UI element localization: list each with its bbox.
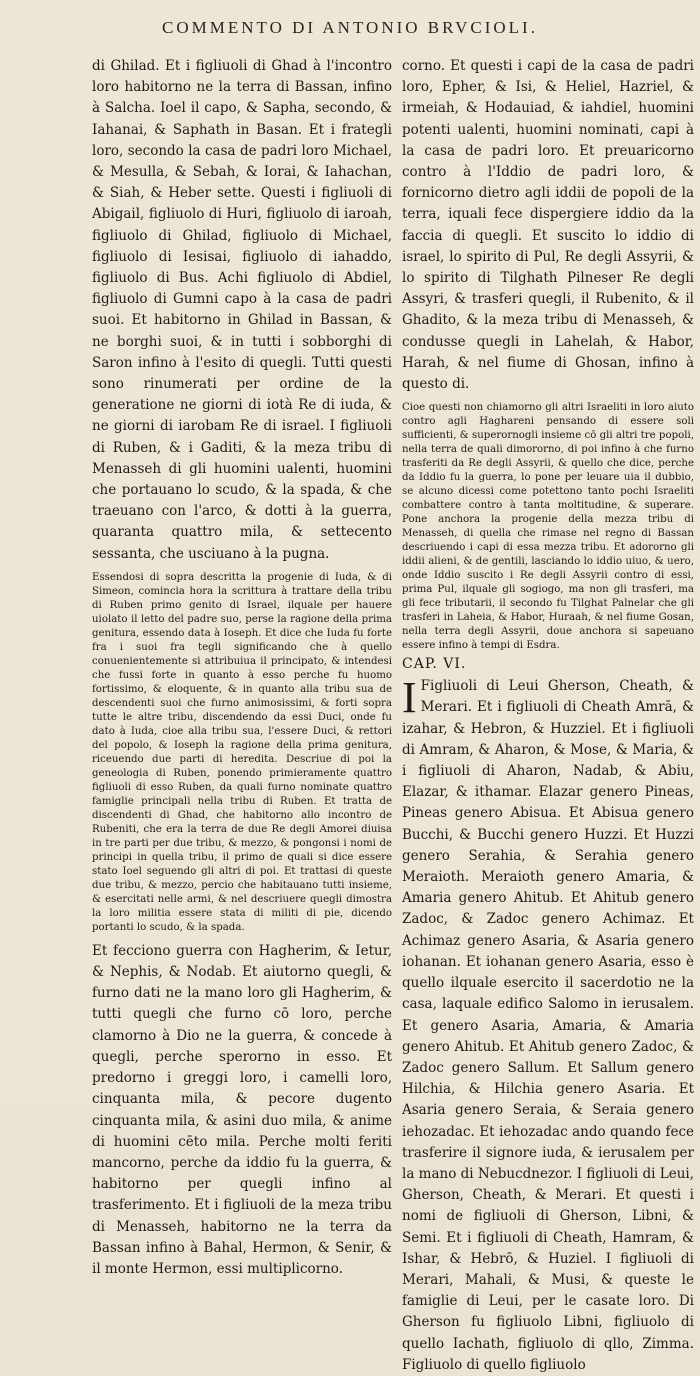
scripture-paragraph: di Ghilad. Et i figliuoli di Ghad à l'incontro loro habitorno ne la terra di Bassan, infino à Salcha. Ioel il capo, & Sapha, secondo, & Iahanai, & Saphath in Basan. Et i frategli loro, secondo la casa de padri loro Michael, & Mesulla, & Sebah, & Iorai, & Iahachan, & Siah, & Heber sette. Questi i figliuoli di Abigail, figliuolo di Huri, figliuolo di iaroah, figliuolo di Ghilad, figliuolo di Michael, figliuolo di Iesisai, figliuolo di iahaddo, figliuolo di Bus. Achi figliuolo di Abdiel, figliuolo di Gumni capo à la casa de padri suoi. Et habitorno in Ghilad in Bassan, & ne borghi suoi, & in tutti i sobborghi di Saron infino à l'esito di quegli. Tutti questi sono rinumerati per ordine de la generatione ne giorni di iotà Re di iuda, & ne giorni di iarobam Re di israel. I figliuoli di Ruben, & i Gaditi, & la meza tribu di Menasseh di gli huomini ualenti, huomini che portauano lo scudo, & la spada, & che traeuano con l'arco, & dotti à la guerra, quaranta quattro mila, & settecento sessanta, che usciuano à la pugna. (92, 58, 392, 562)
scripture-paragraph: Et fecciono guerra con Hagherim, & Ietur, & Nephis, & Nodab. Et aiutorno quegli, & furno dati ne la mano loro gli Hagherim, & tutti quegli che furno cō loro, perche clamorno à Dio ne la guerra, & concede à quegli, perche sperorno in esso. Et predorno i greggi loro, i camelli loro, cinquanta mila, & pecore dugento cinquanta mila, & asini duo mila, & anime di huomini cēto mila. Perche molti feriti mancorno, perche da iddio fu la guerra, & habitorno per quegli infino al trasferimento. Et i figliuoli de la meza tribu di Menasseh, habitorno ne la terra da Bassan infino à Bahal, Hermon, & Senir, & il monte Hermon, essi multiplicorno. (92, 942, 392, 1277)
chapter-text: Figliuoli di Leui Gherson, Cheath, & Merari. Et i figliuoli di Cheath Amrā, & izahar, & Hebron, & Huzziel. Et i figliuoli di Amram, & Aharon, & Mose, & Maria, & i figliuoli di Aharon, Nadab, & Abiu, Elazar, & ithamar. Elazar genero Pineas, Pineas genero Abisua. Et Abisua genero Bucchi, & Bucchi genero Huzzi. Et Huzzi genero Serahia, & Serahia genero Meraioth. Meraioth genero Amaria, & Amaria genero Ahitub. Et Ahitub genero Zadoc, & Zadoc genero Achimaz. Et Achimaz genero Asaria, & Asaria genero iohanan. Et iohanan genero Asaria, esso è quello ilquale esercito il sacerdotio ne la casa, laquale edifico Salomo in ierusalem. Et genero Asaria, Amaria, & Amaria genero Ahitub. Et Ahitub genero Zadoc, & Zadoc genero Sallum. Et Sallum genero Hilchia, & Hilchia genero Asaria. Et Asaria genero Seraia, & Seraia genero iehozadac. Et iehozadac ando quando fece trasferire il signore iuda, & ierusalem per la mano di Nebucdnezor. I figliuoli di Leui, Gherson, Cheath, & Merari. Et questi i nomi de figliuoli di Gherson, Libni, & Semi. Et i figliuoli di Cheath, Hamram, & Ishar, & Hebrō, & Huziel. I figliuoli di Merari, Mahali, & Musi, & queste le famiglie di Leui, per le casate loro. Di Gherson fu figliuolo Libni, figliuolo di quello Iachath, figliuolo di qllo, Zimma. Figliuolo di quello figliuolo (402, 678, 694, 1373)
commentary-paragraph: Cioe questi non chiamorno gli altri Israeliti in loro aiuto contro agli Haghareni pensando di essere soli sufficienti, & superornogli insieme cō gli altri tre popoli, nella terra de quali dimororno, di poi infino à che furno trasferiti da Re degli Assyrii, & quello che dice, perche da Iddio fu la guerra, lo pone per leuare uia il dubbio, se alcuno dicessi come potettono tanto pochi Israeliti combattere contro à tanta moltitudine, & superare. Pone anchora la progenie della mezza tribu di Menasseh, di quella che rimase nel regno di Bassan descriuendo i capi di essa mezza tribu. Et adororno gli iddii alieni, & de gentili, lasciando lo iddio uiuo, & uero, onde Iddio suscito i Re degli Assyrii contro di essi, prima Pul, ilquale gli sogiogo, ma non gli trasferi, ma gli fece tributarii, il secondo fu Tilghat Palnelar che gli trasferi in Laheia, & Habor, Huraah, & nel fiume Gosan, nella terra degli Assyrii, doue anchora si sapeuano essere infino à tempi di Esdra. (402, 402, 694, 652)
page-header: COMMENTO DI ANTONIO BRVCIOLI. (162, 18, 538, 37)
scripture-paragraph: corno. Et questi i capi de la casa de padri loro, Epher, & Isi, & Heliel, Hazriel, & irmeiah, & Hodauiad, & iahdiel, huomini potenti ualenti, huomini nominati, capi à la casa de padri loro. Et preuaricorno contro à l'Iddio de padri loro, & fornicorno dietro agli iddii de popoli de la terra, iquali fece dispergiere iddio da la faccia di quegli. Et suscito lo iddio di israel, lo spirito di Pul, Re degli Assyrii, & lo spirito di Tilghath Pilneser Re degli Assyri, & trasferi quegli, il Rubenito, & il Ghadito, & la meza tribu di Menasseh, & condusse quegli in Lahelah, & Habor, Harah, & nel fiume di Ghosan, infino à questo di. (402, 58, 694, 393)
commentary-paragraph: Essendosi di sopra descritta la progenie di Iuda, & di Simeon, comincia hora la scrittura à trattare della tribu di Ruben primo genito di Israel, ilquale per hauere uiolato il letto del padre suo, perse la ragione della prima genitura, essendo data à Ioseph. Et dice che Iuda fu forte fra i suoi fra tegli significando che à quello conuenientemente si attribuiua il principato, & intendesi che fussi forte in quanto à esso perche fu huomo fortissimo, & eloquente, & in quanto alla tribu sua de descendenti suoi che furno animosissimi, & forti sopra tutte le altre tribu, discendendo da essi Duci, onde fu dato à Iuda, cioe alla tribu sua, l'essere Duci, & rettori del popolo, & Ioseph la ragione della prima genitura, riceuendo due parti di heredita. Descriue di poi la geneologia di Ruben, ponendo primieramente quattro figliuoli di esso Ruben, da quali furno nominate quattro famiglie principali nella tribu di Ruben. Et tratta de discendenti di Ghad, che habitorno allo incontro de Rubeniti, che era la terra de due Re degli Amorei diuisa in tre parti per due tribu, & mezzo, & pongonsi i nomi de principi in quella tribu, il primo de quali si dice essere stato Ioel seguendo gli altri di poi. Et trattasi di queste due tribu, & mezzo, percio che habitauano tutti insieme, & esercitati nelle armi, & nel descriuere quegli dimostra la loro militia essere stata di militi di pie, dicendo portanti lo scudo, & la spada. (92, 571, 392, 933)
left-column (92, 56, 392, 1277)
chapter-heading: CAP. VI. (402, 656, 467, 673)
drop-capital: I (402, 673, 417, 723)
right-column (402, 56, 694, 1373)
scripture-paragraph (402, 673, 694, 1376)
